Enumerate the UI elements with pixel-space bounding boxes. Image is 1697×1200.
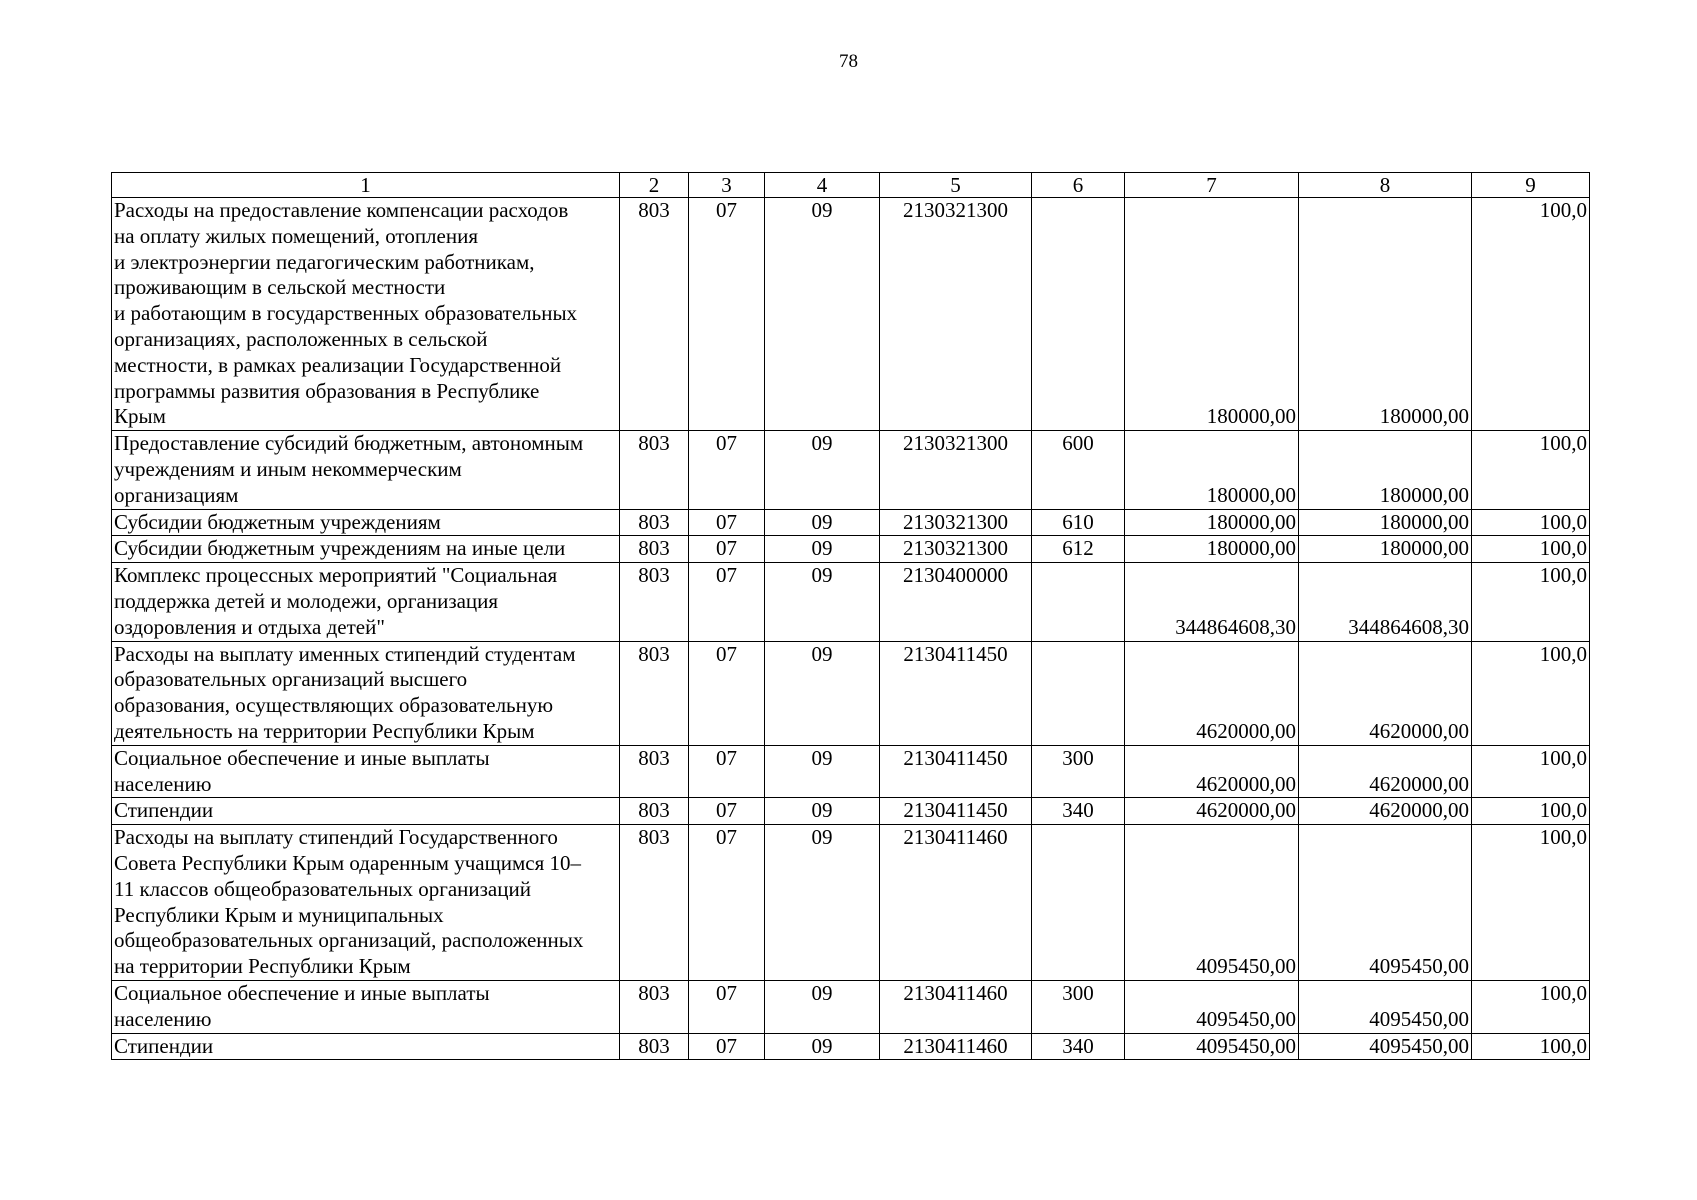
amount-cell-8: 4095450,00: [1299, 825, 1472, 981]
section-code-cell: 07: [689, 198, 765, 431]
percent-cell: 100,0: [1472, 745, 1590, 798]
expense-type-cell: 340: [1032, 798, 1125, 825]
amount-cell-7: 180000,00: [1125, 431, 1299, 509]
expense-type-cell: [1032, 641, 1125, 745]
target-article-cell: 2130411460: [880, 980, 1032, 1033]
table-row: [112, 641, 1590, 745]
amount-cell-8: 4095450,00: [1299, 980, 1472, 1033]
expense-type-cell: 600: [1032, 431, 1125, 509]
header-cell: 9: [1472, 173, 1590, 198]
department-code-cell: 803: [620, 980, 689, 1033]
amount-cell-8: 4620000,00: [1299, 745, 1472, 798]
header-cell: 4: [765, 173, 880, 198]
expense-name-cell: Расходы на предоставление компенсации расходов на оплату жилых помещений, отопления и электроэнергии педагогическим работникам, проживающим в сельской местности и работающим в государственных образовательных организациях, расположенных в сельской местности, в рамках реализации Государственной программы развития образования в Республике Крым: [112, 198, 620, 431]
subsection-code-cell: 09: [765, 536, 880, 563]
header-cell: 3: [689, 173, 765, 198]
expense-name-cell: Расходы на выплату именных стипендий студентам образовательных организаций высшего образования, осуществляющих образовательную деятельность на территории Республики Крым: [112, 641, 620, 745]
percent-cell: 100,0: [1472, 825, 1590, 981]
department-code-cell: 803: [620, 431, 689, 509]
percent-cell: 100,0: [1472, 1033, 1590, 1060]
expense-type-cell: [1032, 563, 1125, 641]
department-code-cell: 803: [620, 1033, 689, 1060]
section-code-cell: 07: [689, 431, 765, 509]
expense-type-cell: 340: [1032, 1033, 1125, 1060]
target-article-cell: 2130321300: [880, 536, 1032, 563]
subsection-code-cell: 09: [765, 825, 880, 981]
table-row: [112, 563, 1590, 641]
expense-name-cell: Расходы на выплату стипендий Государственного Совета Республики Крым одаренным учащимся 10– 11 классов общеобразовательных организаций Республики Крым и муниципальных общеобразовательных организаций, расположенных на территории Республики Крым: [112, 825, 620, 981]
department-code-cell: 803: [620, 825, 689, 981]
amount-cell-8: 4620000,00: [1299, 641, 1472, 745]
section-code-cell: 07: [689, 641, 765, 745]
table-row: [112, 798, 1590, 825]
percent-cell: 100,0: [1472, 536, 1590, 563]
amount-cell-7: 4620000,00: [1125, 641, 1299, 745]
expense-type-cell: 300: [1032, 745, 1125, 798]
page-number: 78: [839, 51, 858, 72]
amount-cell-7: 180000,00: [1125, 536, 1299, 563]
section-code-cell: 07: [689, 509, 765, 536]
table-row: [112, 745, 1590, 798]
expense-type-cell: 610: [1032, 509, 1125, 536]
expense-type-cell: 612: [1032, 536, 1125, 563]
department-code-cell: 803: [620, 509, 689, 536]
expense-name-cell: Субсидии бюджетным учреждениям: [112, 509, 620, 536]
subsection-code-cell: 09: [765, 1033, 880, 1060]
expense-name-cell: Предоставление субсидий бюджетным, автономным учреждениям и иным некоммерческим организациям: [112, 431, 620, 509]
header-cell: 2: [620, 173, 689, 198]
amount-cell-8: 180000,00: [1299, 198, 1472, 431]
department-code-cell: 803: [620, 641, 689, 745]
header-cell: 1: [112, 173, 620, 198]
amount-cell-7: 4095450,00: [1125, 1033, 1299, 1060]
department-code-cell: 803: [620, 536, 689, 563]
percent-cell: 100,0: [1472, 563, 1590, 641]
expense-name-cell: Социальное обеспечение и иные выплаты населению: [112, 745, 620, 798]
percent-cell: 100,0: [1472, 798, 1590, 825]
target-article-cell: 2130321300: [880, 431, 1032, 509]
subsection-code-cell: 09: [765, 563, 880, 641]
section-code-cell: 07: [689, 536, 765, 563]
target-article-cell: 2130411460: [880, 1033, 1032, 1060]
table-row: [112, 825, 1590, 981]
target-article-cell: 2130411450: [880, 798, 1032, 825]
subsection-code-cell: 09: [765, 641, 880, 745]
amount-cell-8: 180000,00: [1299, 536, 1472, 563]
amount-cell-8: 4095450,00: [1299, 1033, 1472, 1060]
target-article-cell: 2130411450: [880, 745, 1032, 798]
subsection-code-cell: 09: [765, 745, 880, 798]
amount-cell-7: 4620000,00: [1125, 798, 1299, 825]
expense-type-cell: [1032, 825, 1125, 981]
header-cell: 7: [1125, 173, 1299, 198]
amount-cell-7: 4620000,00: [1125, 745, 1299, 798]
expense-name-cell: Субсидии бюджетным учреждениям на иные цели: [112, 536, 620, 563]
expense-type-cell: 300: [1032, 980, 1125, 1033]
amount-cell-8: 4620000,00: [1299, 798, 1472, 825]
expense-name-cell: Социальное обеспечение и иные выплаты населению: [112, 980, 620, 1033]
amount-cell-7: 4095450,00: [1125, 825, 1299, 981]
amount-cell-7: 4095450,00: [1125, 980, 1299, 1033]
table-row: [112, 1033, 1590, 1060]
section-code-cell: 07: [689, 563, 765, 641]
table-row: [112, 509, 1590, 536]
section-code-cell: 07: [689, 745, 765, 798]
section-code-cell: 07: [689, 1033, 765, 1060]
subsection-code-cell: 09: [765, 431, 880, 509]
table-row: [112, 536, 1590, 563]
section-code-cell: 07: [689, 798, 765, 825]
header-cell: 6: [1032, 173, 1125, 198]
department-code-cell: 803: [620, 745, 689, 798]
table-row: [112, 198, 1590, 431]
percent-cell: 100,0: [1472, 980, 1590, 1033]
amount-cell-8: 344864608,30: [1299, 563, 1472, 641]
percent-cell: 100,0: [1472, 198, 1590, 431]
header-row: [112, 173, 1590, 198]
expense-name-cell: Стипендии: [112, 1033, 620, 1060]
amount-cell-7: 180000,00: [1125, 509, 1299, 536]
amount-cell-8: 180000,00: [1299, 431, 1472, 509]
target-article-cell: 2130321300: [880, 198, 1032, 431]
percent-cell: 100,0: [1472, 509, 1590, 536]
header-cell: 5: [880, 173, 1032, 198]
expense-type-cell: [1032, 198, 1125, 431]
target-article-cell: 2130411460: [880, 825, 1032, 981]
department-code-cell: 803: [620, 563, 689, 641]
department-code-cell: 803: [620, 198, 689, 431]
subsection-code-cell: 09: [765, 198, 880, 431]
section-code-cell: 07: [689, 825, 765, 981]
percent-cell: 100,0: [1472, 641, 1590, 745]
table-row: [112, 980, 1590, 1033]
header-cell: 8: [1299, 173, 1472, 198]
subsection-code-cell: 09: [765, 798, 880, 825]
subsection-code-cell: 09: [765, 980, 880, 1033]
section-code-cell: 07: [689, 980, 765, 1033]
expense-name-cell: Стипендии: [112, 798, 620, 825]
expense-name-cell: Комплекс процессных мероприятий "Социальная поддержка детей и молодежи, организация оздоровления и отдыха детей": [112, 563, 620, 641]
target-article-cell: 2130411450: [880, 641, 1032, 745]
target-article-cell: 2130321300: [880, 509, 1032, 536]
table-row: [112, 431, 1590, 509]
percent-cell: 100,0: [1472, 431, 1590, 509]
amount-cell-7: 180000,00: [1125, 198, 1299, 431]
amount-cell-7: 344864608,30: [1125, 563, 1299, 641]
target-article-cell: 2130400000: [880, 563, 1032, 641]
amount-cell-8: 180000,00: [1299, 509, 1472, 536]
budget-table: [111, 172, 1590, 1060]
department-code-cell: 803: [620, 798, 689, 825]
subsection-code-cell: 09: [765, 509, 880, 536]
